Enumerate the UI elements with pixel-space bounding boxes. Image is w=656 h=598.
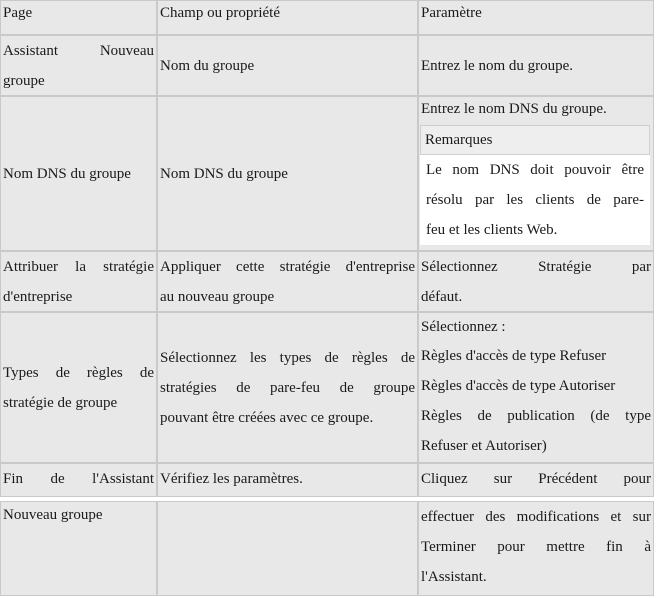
row2-field-text: Nom DNS du groupe (160, 165, 288, 182)
cont-param (418, 501, 654, 596)
cont-param-line3: l'Assistant. (421, 569, 487, 585)
row2-page (0, 96, 157, 251)
cont-param-line1: effectuer des modifications et sur (421, 509, 651, 525)
row3-param (418, 251, 654, 312)
row4-param-line2: Règles d'accès de type Refuser (421, 348, 607, 364)
row3-field-line1: Appliquer cette stratégie d'entreprise (160, 259, 415, 275)
note-line1: Le nom DNS doit pouvoir être (426, 162, 644, 178)
row2-param-text: Entrez le nom DNS du groupe. (421, 101, 607, 117)
row3-field-line2: au nouveau groupe (160, 289, 275, 305)
note-title-text: Remarques (425, 132, 493, 148)
row1-field (157, 35, 418, 96)
row5-page (0, 463, 157, 497)
row2-page-text: Nom DNS du groupe (3, 165, 131, 182)
row2-field (157, 96, 418, 251)
cont-page-text: Nouveau groupe (3, 507, 103, 523)
row1-page (0, 35, 157, 96)
header-page-text: Page (3, 5, 33, 21)
row4-param-line1: Sélectionnez : (421, 319, 506, 335)
row4-field-line3: pouvant être créées avec ce groupe. (160, 409, 374, 426)
row3-param-line1: Sélectionnez Stratégie par (421, 259, 651, 275)
row1-page-line1: Assistant Nouveau (3, 43, 154, 59)
row4-param (418, 312, 654, 463)
row3-page-line2: d'entreprise (3, 289, 73, 305)
cont-page (0, 501, 157, 596)
row5-param (418, 463, 654, 497)
row4-field-line1: Sélectionnez les types de règles de (160, 349, 415, 366)
header-page (0, 0, 157, 35)
cont-param-line2: Terminer pour mettre fin à (421, 539, 651, 555)
row3-param-line2: défaut. (421, 289, 463, 305)
note-body (420, 155, 650, 245)
row3-page-line1: Attribuer la stratégie (3, 259, 154, 275)
row4-page (0, 312, 157, 463)
header-field (157, 0, 418, 35)
row5-field-text: Vérifiez les paramètres. (160, 471, 303, 487)
row5-param-text: Cliquez sur Précédent pour (421, 471, 651, 487)
note-line3: feu et les clients Web. (426, 222, 558, 238)
row1-field-text: Nom du groupe (160, 57, 255, 74)
row4-param-line3: Règles d'accès de type Autoriser (421, 378, 616, 394)
row3-page (0, 251, 157, 312)
header-param-text: Paramètre (421, 5, 482, 21)
row5-field (157, 463, 418, 497)
row1-param (418, 35, 654, 96)
row4-page-line2: stratégie de groupe (3, 394, 118, 411)
row1-page-line2: groupe (3, 73, 45, 89)
row4-param-line5: Refuser et Autoriser) (421, 438, 547, 454)
header-param (418, 0, 654, 35)
header-field-text: Champ ou propriété (160, 5, 280, 21)
cont-field (157, 501, 418, 596)
note-title (420, 125, 650, 155)
row3-field (157, 251, 418, 312)
row5-page-text: Fin de l'Assistant (3, 471, 154, 487)
row4-field-line2: stratégies de pare-feu de groupe (160, 379, 415, 396)
row4-param-line4: Règles de publication (de type (421, 408, 651, 424)
note-line2: résolu par les clients de pare- (426, 192, 644, 208)
row1-param-text: Entrez le nom du groupe. (421, 57, 574, 74)
row4-field (157, 312, 418, 463)
row4-page-line1: Types de règles de (3, 364, 154, 381)
